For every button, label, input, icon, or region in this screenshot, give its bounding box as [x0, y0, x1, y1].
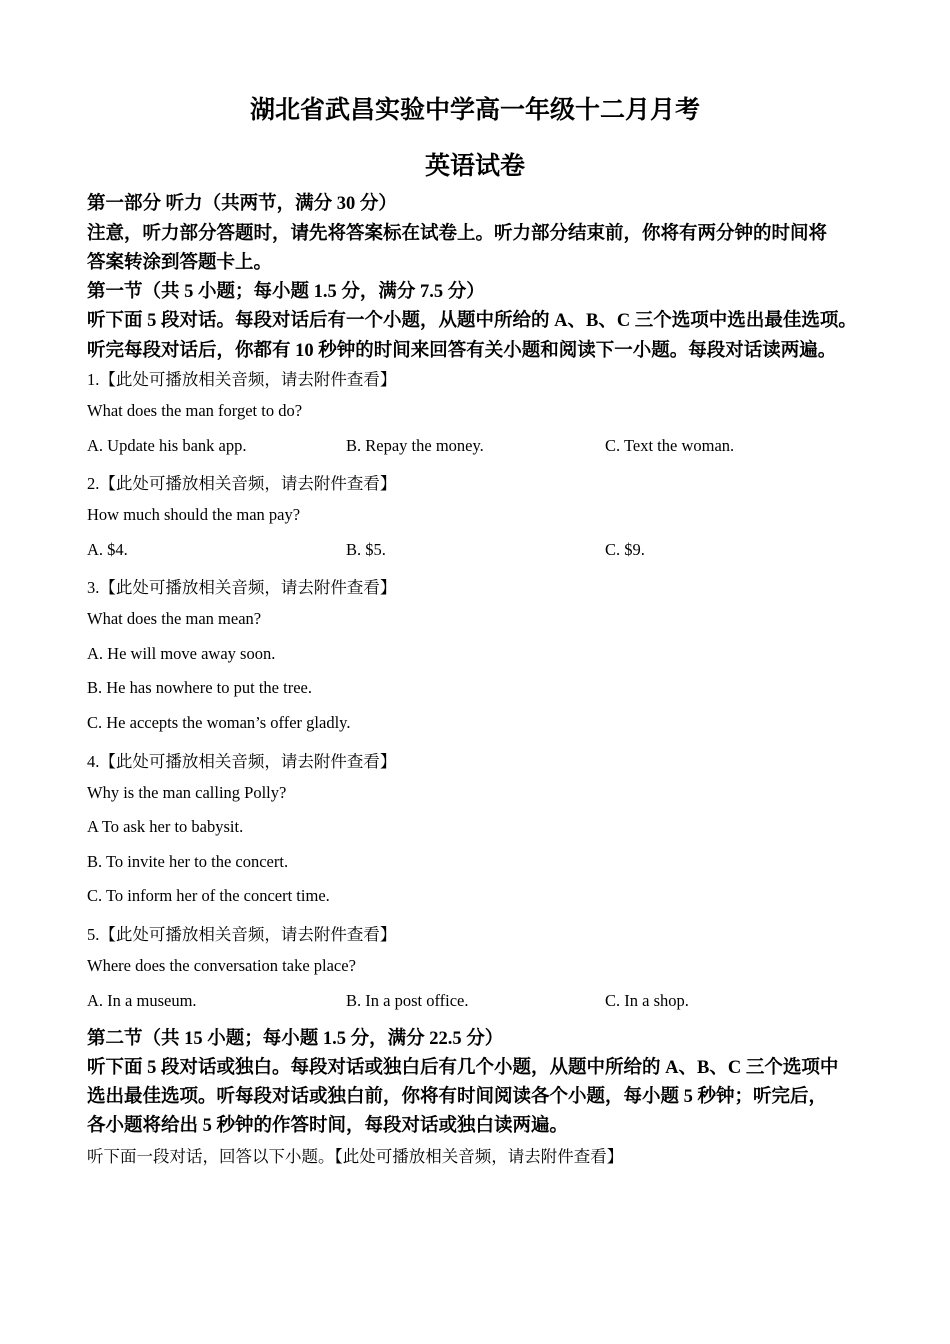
q1-option-c: C. Text the woman. [605, 436, 735, 455]
section2-heading: 第二节（共 15 小题；每小题 1.5 分，满分 22.5 分） [87, 1029, 504, 1049]
section1-heading: 第一节（共 5 小题；每小题 1.5 分，满分 7.5 分） [87, 282, 485, 302]
q3-question: What does the man mean? [87, 609, 262, 628]
part1-heading: 第一部分 听力（共两节，满分 30 分） [87, 194, 397, 214]
section2-audio-link[interactable]: 听下面一段对话，回答以下小题。【此处可播放相关音频，请去附件查看】 [87, 1147, 624, 1166]
q5-option-c: C. In a shop. [605, 991, 689, 1010]
section1-instr-line1: 听下面 5 段对话。每段对话后有一个小题，从题中所给的 A、B、C 三个选项中选出最佳选项。 [87, 311, 857, 331]
q2-audio-link[interactable]: 2.【此处可播放相关音频，请去附件查看】 [87, 474, 397, 493]
q3-option-a: A. He will move away soon. [87, 644, 276, 663]
q5-option-a: A. In a museum. [87, 991, 197, 1010]
q1-audio-link[interactable]: 1.【此处可播放相关音频，请去附件查看】 [87, 370, 397, 389]
q5-option-b: B. In a post office. [346, 991, 469, 1010]
q2-option-a: A. $4. [87, 540, 128, 559]
q4-option-b: B. To invite her to the concert. [87, 852, 289, 871]
q1-option-a: A. Update his bank app. [87, 436, 247, 455]
q4-option-c: C. To inform her of the concert time. [87, 886, 330, 905]
section2-instr-line2: 选出最佳选项。听每段对话或独白前，你将有时间阅读各个小题，每小题 5 秒钟；听完后， [87, 1087, 828, 1107]
q2-option-b: B. $5. [346, 540, 386, 559]
q1-question: What does the man forget to do? [87, 401, 303, 420]
q2-option-c: C. $9. [605, 540, 645, 559]
part1-notice-line2: 答案转涂到答题卡上。 [87, 253, 273, 273]
part1-notice-line1: 注意，听力部分答题时，请先将答案标在试卷上。听力部分结束前，你将有两分钟的时间将 [87, 224, 828, 244]
q4-audio-link[interactable]: 4.【此处可播放相关音频，请去附件查看】 [87, 752, 397, 771]
q5-question: Where does the conversation take place? [87, 956, 356, 975]
section2-instr-line1: 听下面 5 段对话或独白。每段对话或独白后有几个小题，从题中所给的 A、B、C 三个选项中 [87, 1058, 839, 1078]
q3-audio-link[interactable]: 3.【此处可播放相关音频，请去附件查看】 [87, 578, 397, 597]
q1-option-b: B. Repay the money. [346, 436, 484, 455]
exam-subtitle: 英语试卷 [424, 153, 525, 180]
q5-audio-link[interactable]: 5.【此处可播放相关音频，请去附件查看】 [87, 925, 397, 944]
q4-question: Why is the man calling Polly? [87, 783, 287, 802]
q3-option-b: B. He has nowhere to put the tree. [87, 678, 312, 697]
q3-option-c: C. He accepts the woman’s offer gladly. [87, 713, 351, 732]
q4-option-a: A To ask her to babysit. [87, 817, 244, 836]
exam-title: 湖北省武昌实验中学高一年级十二月月考 [249, 97, 700, 124]
q2-question: How much should the man pay? [87, 505, 301, 524]
section2-instr-line3: 各小题将给出 5 秒钟的作答时间，每段对话或独白读两遍。 [87, 1116, 569, 1136]
section1-instr-line2: 听完每段对话后，你都有 10 秒钟的时间来回答有关小题和阅读下一小题。每段对话读两遍。 [87, 341, 837, 361]
